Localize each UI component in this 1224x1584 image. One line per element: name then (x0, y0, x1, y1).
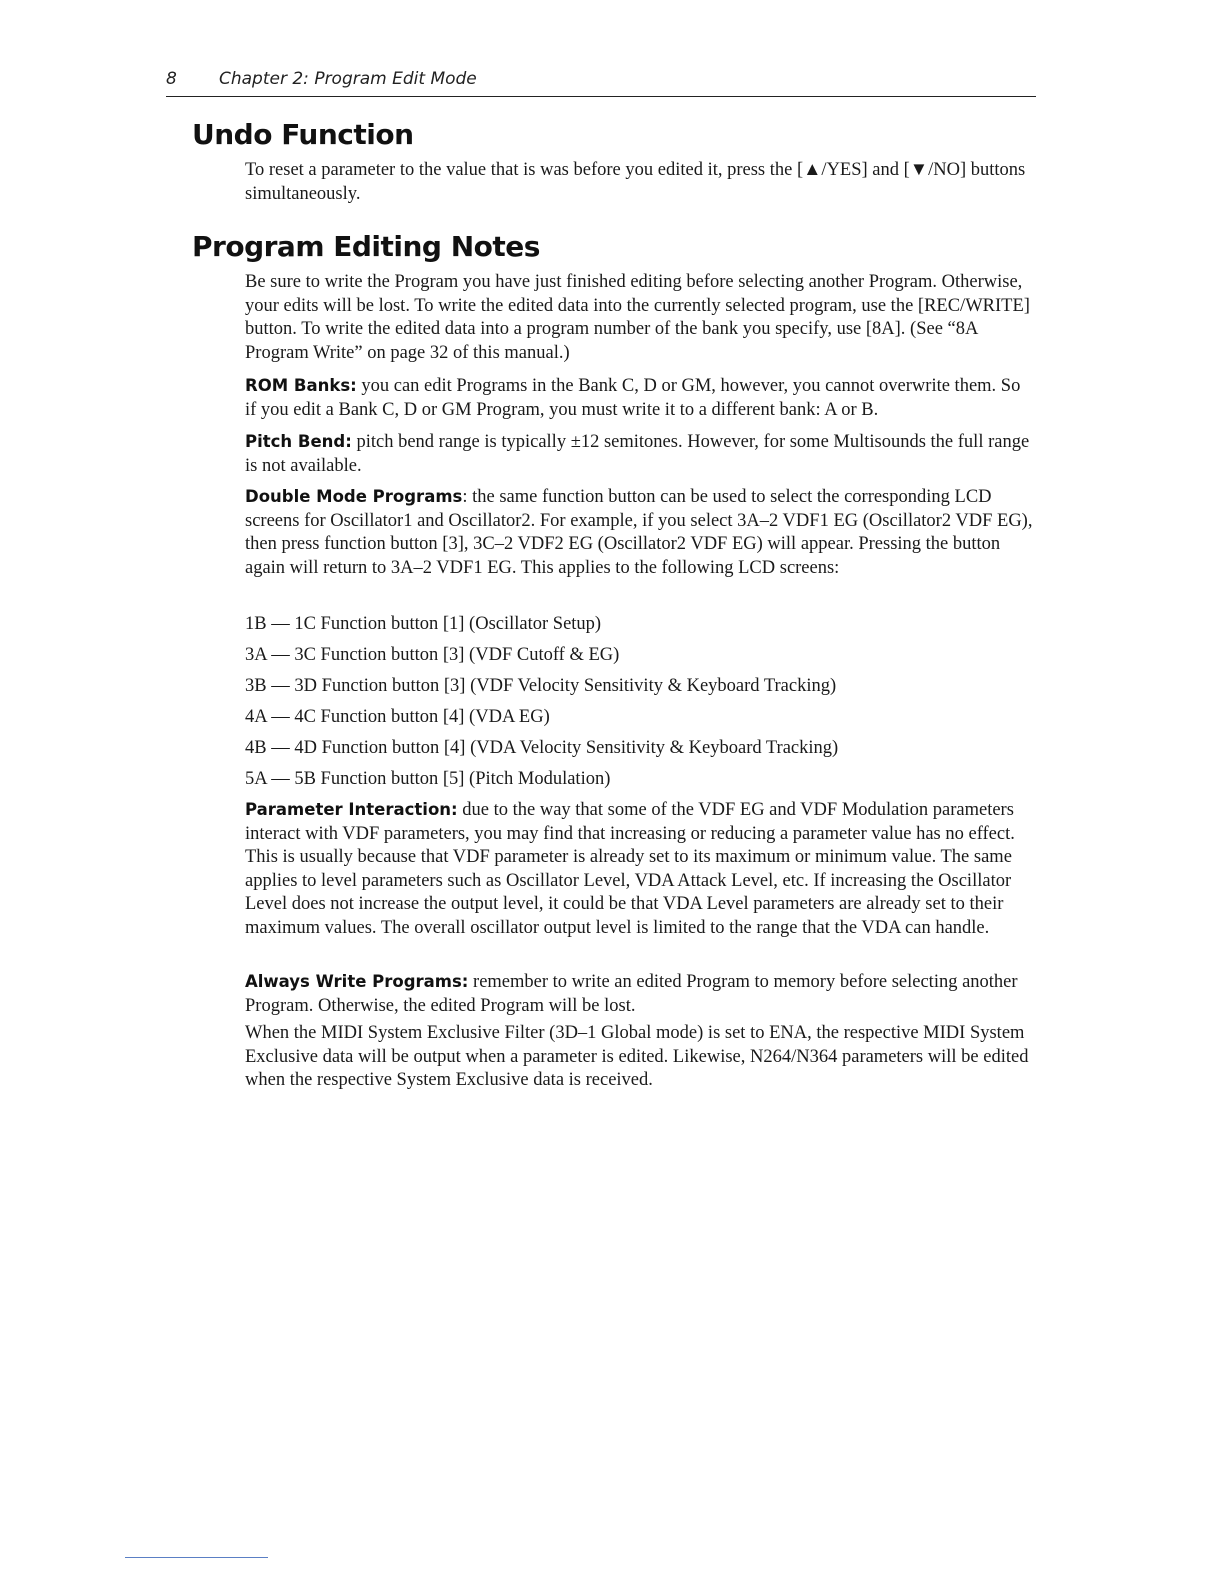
undo-function-heading: Undo Function (192, 118, 414, 151)
parameter-interaction-note (245, 798, 1035, 940)
parameter-interaction-text: due to the way that some of the VDF EG and VDF Modulation parameters interact with VDF parameters, you may find that increasing or reducing a parameter value has no effect. This is usually because that VDF parameter is already set to its maximum or minimum value. The same applies to level parameters such as Oscillator Level, VDA Attack Level, etc. If increasing the Oscillator Level does not increase the output level, it could be that VDA Level parameters are already set to their maximum values. The overall oscillator output level is limited to the range that the VDA can handle. (245, 800, 1015, 938)
list-item: 4A — 4C Function button [4] (VDA EG) (245, 707, 550, 727)
double-mode-label: Double Mode Programs (245, 487, 463, 506)
page-number: 8 (166, 69, 177, 89)
pitch-bend-text: pitch bend range is typically ±12 semitones. However, for some Multisounds the full range is not available. (245, 432, 1030, 476)
always-write-note (245, 970, 1035, 1018)
rom-banks-note (245, 374, 1035, 422)
always-write-text: remember to write an edited Program to memory before selecting another Program. Otherwise, the edited Program will be lost. (245, 972, 1018, 1016)
pitch-bend-label: Pitch Bend: (245, 432, 352, 451)
program-editing-intro: Be sure to write the Program you have just finished editing before selecting another Program. Otherwise, your edits will be lost. To write the edited data into the currently selected program, use the [REC/WRITE] button. To write the edited data into a program number of the bank you specify, use [8A]. (See “8A Program Write” on page 32 of this manual.) (245, 272, 1030, 363)
undo-function-body: To reset a parameter to the value that is was before you edited it, press the [▲/YES] and [▼/NO] buttons simultaneously. (245, 160, 1026, 204)
list-item: 1B — 1C Function button [1] (Oscillator Setup) (245, 614, 602, 634)
chapter-title: Chapter 2: Program Edit Mode (219, 69, 477, 89)
list-item: 5A — 5B Function button [5] (Pitch Modulation) (245, 769, 611, 789)
sysex-note: When the MIDI System Exclusive Filter (3D–1 Global mode) is set to ENA, the respective MIDI System Exclusive data will be output when a parameter is edited. Likewise, N264/N364 parameters will be edited when the respective System Exclusive data is received. (245, 1023, 1029, 1090)
list-item: 3A — 3C Function button [3] (VDF Cutoff & EG) (245, 645, 620, 665)
double-mode-text: : the same function button can be used to select the corresponding LCD screens for Oscillator1 and Oscillator2. For example, if you select 3A–2 VDF1 EG (Oscillator2 VDF EG), then press function button [3], 3C–2 VDF2 EG (Oscillator2 VDF EG) will appear. Pressing the button again will return to 3A–2 VDF1 EG. This applies to the following LCD screens: (245, 487, 1033, 578)
rom-banks-label: ROM Banks: (245, 376, 357, 395)
list-item: 3B — 3D Function button [3] (VDF Velocity Sensitivity & Keyboard Tracking) (245, 676, 837, 696)
double-mode-note (245, 485, 1035, 580)
parameter-interaction-label: Parameter Interaction: (245, 800, 458, 819)
rom-banks-text: you can edit Programs in the Bank C, D or GM, however, you cannot overwrite them. So if you edit a Bank C, D or GM Program, you must write it to a different bank: A or B. (245, 376, 1021, 420)
program-editing-notes-heading: Program Editing Notes (192, 230, 540, 263)
always-write-label: Always Write Programs: (245, 972, 469, 991)
list-item: 4B — 4D Function button [4] (VDA Velocity Sensitivity & Keyboard Tracking) (245, 738, 839, 758)
footer-rule (125, 1557, 268, 1558)
pitch-bend-note (245, 430, 1035, 478)
page-header (166, 66, 1036, 97)
